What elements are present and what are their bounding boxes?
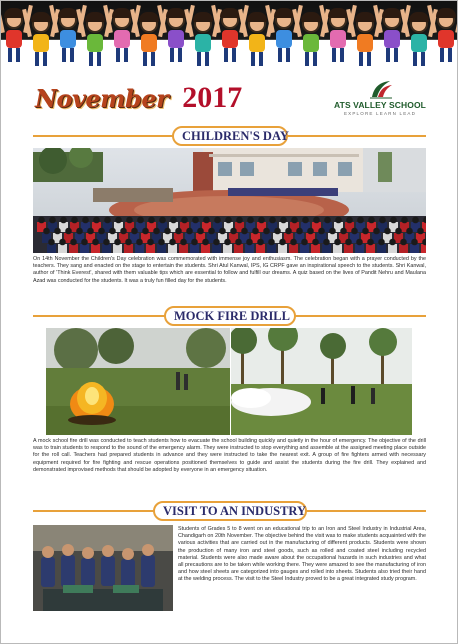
fire-drill-photo-right: [231, 328, 412, 435]
school-name: ATS VALLEY SCHOOL: [334, 100, 426, 110]
school-logo-icon: [368, 79, 394, 99]
school-logo: [330, 79, 430, 121]
kids-header-banner: [1, 1, 458, 71]
kid-figure: [299, 9, 323, 69]
childrens-day-text: On 14th November the Children's Day celebration was commemorated with immense joy and enthusiasm. The celebration began with a prayer conducted by the teachers. They sang and enacted on the stage to entertain the students. Shri Atul Kanwal, IPS, IG CRPF gave an inspirational speech to the students. Shri Kanwal, author of 'Think Everest', shared with them valuable tips which are essential to follow and fulfill our dreams. A quiz based on the lives of Pandit Nehru and Maulana Azad was conducted for the students. It was a truly fun filled day for the students.: [33, 256, 426, 284]
kid-figure: [137, 9, 161, 69]
year-title: 2017: [182, 81, 243, 114]
kid-figure: [29, 9, 53, 69]
industry-visit-heading: VISIT TO AN INDUSTRY: [153, 501, 307, 521]
kid-figure: [83, 9, 107, 69]
fire-drill-text: A mock school fire drill was conducted to teach students how to evacuate the school building quickly and quietly in the hour of emergency. The objective of the drill was to train students to respond to the sound of the emergency alarm. They were instructed to stop everything and assemble at the assigned meeting place outside for the roll call. Teachers had prepared students in advance and they were instructed to take the nearest exit. A group of fire fighters armed with necessary equipment required for fire fighting and rescue operations positioned themselves to guide and assist the students during the fire drill. They explained and demonstrated improvised methods that should be adopted by everyone in an emergency situation.: [33, 438, 426, 473]
childrens-day-heading: CHILDREN'S DAY: [172, 126, 288, 146]
kid-figure: [407, 9, 431, 69]
kid-figure: [434, 5, 458, 65]
childrens-day-photo: [33, 148, 426, 253]
issue-title: [35, 79, 242, 113]
fire-drill-photo-left: [46, 328, 230, 435]
month-title: November: [35, 84, 169, 113]
industry-visit-text: Students of Grades 5 to 8 went on an educational trip to an Iron and Steel Industry in Industrial Area, Chandigarh on 20th November. The objective behind the visit was to make students acquainted with the various activities that are carried out in the manufacturing of different products. Students were shown the production of many iron and steel goods, such as rolled and coated steel including recycled material. Students were also made aware about the occupational hazards in such industries and what all precautions are to be taken while working there. They were amazed to see the manufacturing of iron and how steel sheets are categorized into gauges and rolled into sheets. Students also tried their hand at the welding process. The visit to the Steel Industry proved to be a great integrated study program.: [178, 526, 426, 583]
industry-visit-photo: [33, 525, 173, 611]
kid-figure: [191, 9, 215, 69]
mock-fire-drill-heading: MOCK FIRE DRILL: [164, 306, 296, 326]
kid-figure: [245, 9, 269, 69]
kid-figure: [353, 9, 377, 69]
kid-figure: [380, 5, 404, 65]
school-tagline: EXPLORE LEARN LEAD: [343, 111, 417, 116]
